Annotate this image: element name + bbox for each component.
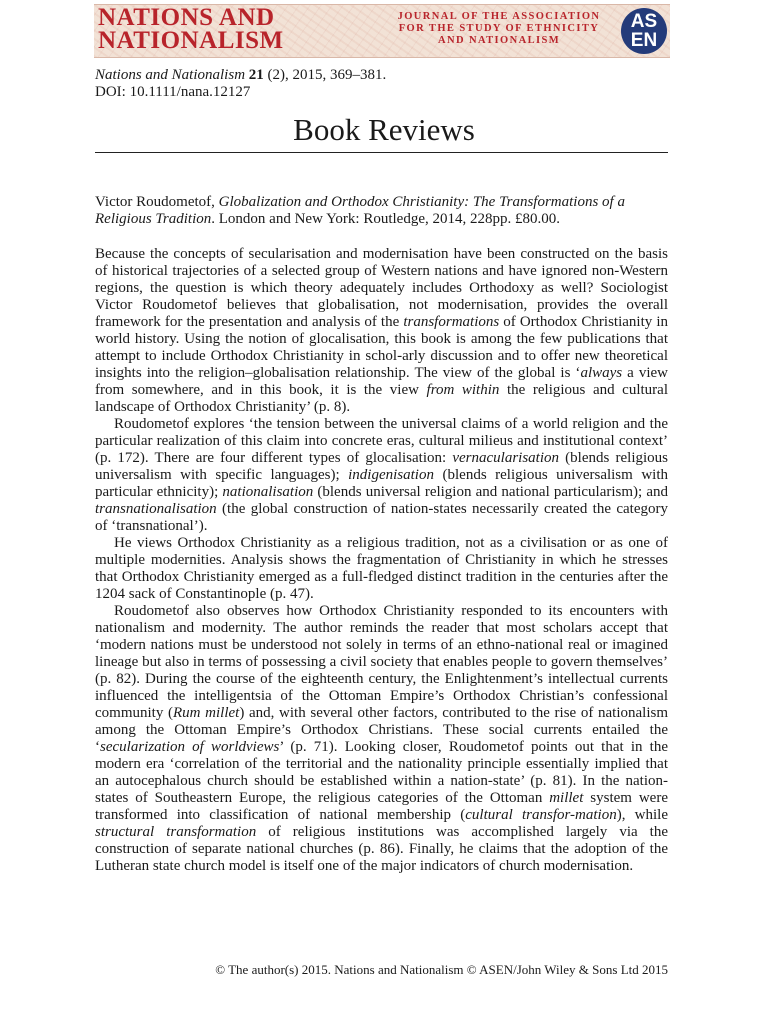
text-run: Because the concepts of secularisation and modernisation have been constructed on the basis of historical trajectories of a selected group of Western nations and have ignored non-Western regions, the question is which theory adequately includes Orthodoxy as well? Sociologist Victor Roudometof believes that globalisation, not modernisation, provides the overall framework for the presentation and analysis of the <box>95 246 668 330</box>
section-heading: Book Reviews <box>293 112 475 147</box>
citation-book-title: Globalization and Orthodox Christianity: The Transformations of a Religious Tradition <box>95 194 625 227</box>
review-paragraph-2 <box>95 416 668 535</box>
review-paragraph-4 <box>95 603 668 875</box>
book-citation <box>95 194 668 228</box>
text-run: ’ (p. 71). Looking closer, Roudometof points out that in the modern era ‘correlation of the territorial and the nationality principle essentially implied that an autocephalous church should be established within a nation-state’ (p. 81). In the nation-states of Southeastern Europe, the religious categories of the Ottoman <box>95 739 668 806</box>
emphasis: indigenisation <box>348 467 434 483</box>
text-run: a view from somewhere, and in this book, it is the view <box>95 365 668 398</box>
text-run: of Orthodox Christianity in world history. Using the notion of glocalisation, this book is among the few publications that attempt to include Orthodox Christianity in schol-arly discussion and to offer new theoretical insights into the religion–globalisation relationship. The view of the global is ‘ <box>95 314 668 381</box>
journal-banner <box>94 4 670 58</box>
doi: DOI: 10.1111/nana.12127 <box>95 84 251 100</box>
text-run: (blends religious universalism with particular ethnicity); <box>95 467 668 500</box>
emphasis: transformations <box>403 314 500 330</box>
citation-author: Victor Roudometof, <box>95 194 219 210</box>
journal-title <box>98 6 338 52</box>
emphasis: transnationalisation <box>95 501 217 517</box>
review-paragraph-1 <box>95 246 668 416</box>
journal-name: Nations and Nationalism <box>95 67 246 83</box>
text-run: the religious and cultural landscape of Orthodox Christianity’ (p. 8). <box>95 382 668 415</box>
emphasis: Rum millet <box>173 705 240 721</box>
journal-reference <box>95 67 386 84</box>
journal-title-line-1: NATIONS AND <box>98 4 275 31</box>
asen-logo-line-2: EN <box>630 30 658 51</box>
emphasis: nationalisation <box>222 484 314 500</box>
emphasis: millet <box>549 790 584 806</box>
journal-subtitle-line-1: JOURNAL OF THE ASSOCIATION <box>397 11 601 22</box>
journal-issue-pages: (2), 2015, 369–381. <box>267 67 387 83</box>
emphasis: structural transformation <box>95 824 257 840</box>
journal-title-line-2: NATIONALISM <box>98 27 284 54</box>
journal-subtitle-line-2: FOR THE STUDY OF ETHNICITY <box>398 23 600 34</box>
asen-logo-line-1: AS <box>630 11 658 32</box>
text-run: (blends religious universalism with specific languages); <box>95 450 668 483</box>
emphasis: always <box>580 365 623 381</box>
text-run: Roudometof also observes how Orthodox Christianity responded to its encounters with nationalism and modernity. The author reminds the reader that most scholars accept that ‘modern nations must be understood not solely in terms of an ethno-national real or imagined lineage but also in terms of possessing a civil society that enables people to govern themselves’ (p. 82). During the course of the eighteenth century, the Enlightenment’s intellectual currents influenced the intelligentsia of the Ottoman Empire’s Orthodox Christian’s confessional community ( <box>95 603 668 721</box>
text-run: (the global construction of nation-states necessarily created the category of ‘transnational’). <box>95 501 668 534</box>
citation-publication: . London and New York: Routledge, 2014, 228pp. £80.00. <box>211 211 561 227</box>
copyright-footer: © The author(s) 2015. Nations and Nationalism © ASEN/John Wiley & Sons Ltd 2015 <box>215 962 668 977</box>
emphasis: vernacularisation <box>452 450 559 466</box>
asen-logo <box>621 8 667 54</box>
emphasis: secularization of worldviews <box>100 739 280 755</box>
text-run: (blends universal religion and national particularism); and <box>313 484 668 500</box>
review-body <box>95 246 668 875</box>
journal-subtitle <box>381 11 617 47</box>
journal-volume: 21 <box>248 67 264 83</box>
text-run: ), while <box>616 807 668 823</box>
text-run: system were transformed into classification of national membership ( <box>95 790 668 823</box>
emphasis: cultural transfor-mation <box>465 807 617 823</box>
journal-subtitle-line-3: AND NATIONALISM <box>437 35 561 46</box>
text-run: Roudometof explores ‘the tension between the universal claims of a world religion and the particular realization of this claim into concrete eras, cultural milieus and institutional context’ (p. 172). There are four different types of glocalisation: <box>95 416 668 466</box>
text-run: of religious institutions was accomplished largely via the construction of separate national churches (p. 86). Finally, he claims that the adoption of the Lutheran state church model is itself one of the major indicators of church modernisation. <box>95 824 669 874</box>
article-meta <box>95 67 386 101</box>
heading-rule <box>95 152 668 153</box>
review-paragraph-3: He views Orthodox Christianity as a religious tradition, not as a civilisation or as one of multiple modernities. Analysis shows the fragmentation of Christianity in which he stresses that Orthodox Christianity emerged as a full-fledged distinct tradition in the centuries after the 1204 sack of Constantinople (p. 47). <box>95 535 668 602</box>
emphasis: from within <box>426 382 500 398</box>
text-run: ) and, with several other factors, contributed to the rise of nationalism among the Ottoman Empire’s Orthodox Christians. These social currents entailed the ‘ <box>95 705 669 755</box>
